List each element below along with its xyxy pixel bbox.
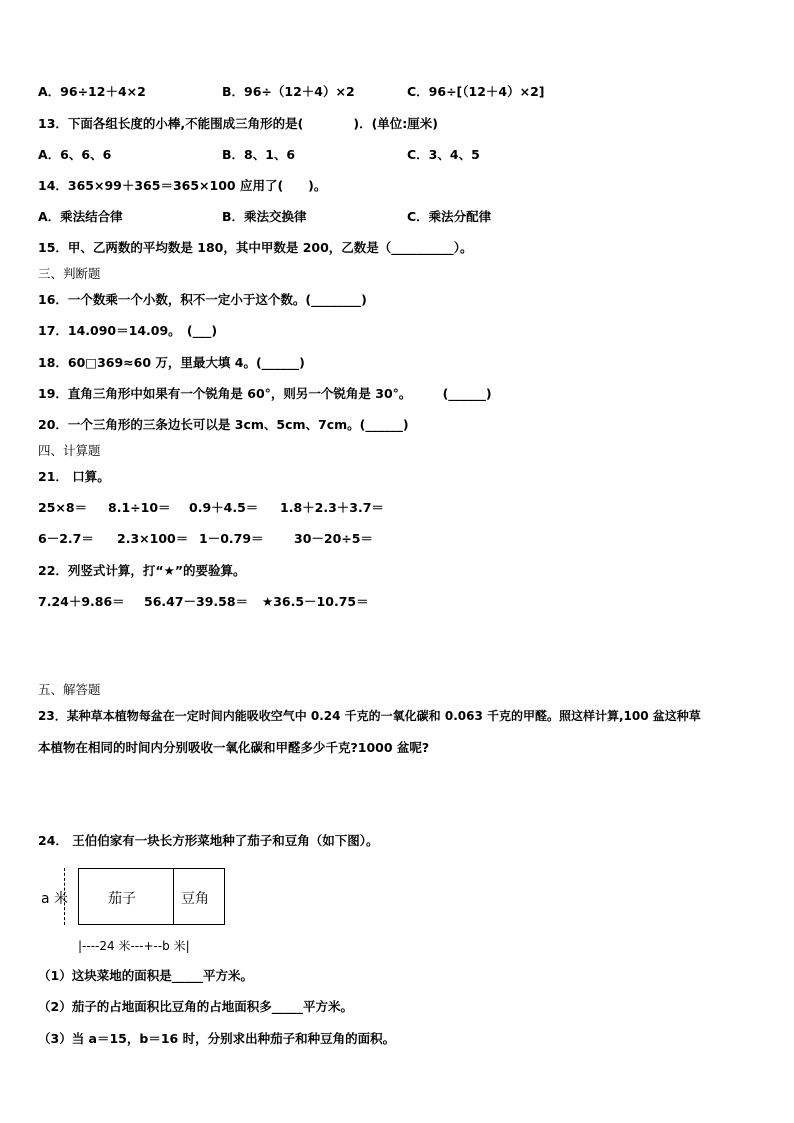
q13-option-a: A．6、6、6 (38, 147, 112, 162)
q18-text: 18．60□369≈60 万，里最大填 4。(______) (38, 355, 305, 370)
q22-item: 56.47－39.58＝ (144, 594, 249, 609)
q13-text: 13．下面各组长度的小棒,不能围成三角形的是( )．(单位:厘米) (38, 116, 438, 131)
q21-item: 0.9＋4.5＝ (189, 500, 259, 515)
q21-item: 2.3×100＝ (117, 531, 189, 546)
q22-text: 22．列竖式计算，打“★”的要验算。 (38, 563, 246, 578)
field-divider (173, 868, 174, 925)
q21-item: 30－20÷5＝ (294, 531, 373, 546)
q14-option-b: B．乘法交换律 (222, 209, 307, 224)
q21-item: 6－2.7＝ (38, 531, 94, 546)
height-dimension-line (64, 868, 65, 925)
q23-text-line2: 本植物在相同的时间内分别吸收一氧化碳和甲醛多少千克?1000 盆呢? (38, 740, 430, 755)
q24-text: 24． 王伯伯家有一块长方形菜地种了茄子和豆角（如下图）。 (38, 833, 379, 848)
width-dimension-label: |----24 米---+--b 米| (78, 939, 190, 953)
field-diagram (38, 862, 238, 953)
q17-text: 17．14.090＝14.09。 (___) (38, 323, 218, 338)
q23-text-line1: 23．某种草本植物每盆在一定时间内能吸收空气中 0.24 千克的一氧化碳和 0.063 千克的甲醛。照这样计算,100 盆这种草 (38, 709, 701, 723)
q14-text: 14．365×99＋365＝365×100 应用了( )。 (38, 178, 327, 193)
q14-option-a: A．乘法结合律 (38, 209, 123, 224)
q13-option-b: B．8、1、6 (222, 147, 296, 162)
section-3-heading: 三、判断题 (38, 266, 101, 281)
section-4-heading: 四、计算题 (38, 443, 101, 458)
q21-item: 25×8＝ (38, 500, 88, 515)
eggplant-label: 茄子 (108, 891, 136, 907)
q21-item: 8.1÷10＝ (108, 500, 171, 515)
q21-item: 1－0.79＝ (199, 531, 264, 546)
a-meter-label: a 米 (41, 891, 69, 907)
q12-option-c: C．96÷[（12＋4）×2] (407, 84, 545, 99)
q12-option-b: B．96÷（12＋4）×2 (222, 84, 355, 99)
q22-item: 7.24＋9.86＝ (38, 594, 125, 609)
q20-text: 20．一个三角形的三条边长可以是 3cm、5cm、7cm。(______) (38, 417, 409, 432)
q24-part2: （2）茄子的占地面积比豆角的占地面积多_____平方米。 (38, 999, 353, 1014)
q21-item: 1.8＋2.3＋3.7＝ (280, 500, 384, 515)
q24-part3: （3）当 a＝15，b＝16 时，分别求出种茄子和种豆角的面积。 (38, 1031, 396, 1046)
q15-text: 15．甲、乙两数的平均数是 180，其中甲数是 200，乙数是（__________）。 (38, 240, 473, 255)
section-5-heading: 五、解答题 (38, 682, 101, 697)
q16-text: 16．一个数乘一个小数，积不一定小于这个数。(________) (38, 292, 367, 307)
q21-text: 21． 口算。 (38, 469, 110, 484)
q19-text: 19．直角三角形中如果有一个锐角是 60°，则另一个锐角是 30°。 (______) (38, 386, 492, 401)
q22-item: ★36.5－10.75＝ (262, 594, 369, 609)
bean-label: 豆角 (181, 891, 209, 907)
q24-part1: （1）这块菜地的面积是_____平方米。 (38, 968, 253, 983)
q14-option-c: C．乘法分配律 (407, 209, 492, 224)
q12-option-a: A．96÷12＋4×2 (38, 84, 146, 99)
q13-option-c: C．3、4、5 (407, 147, 480, 162)
